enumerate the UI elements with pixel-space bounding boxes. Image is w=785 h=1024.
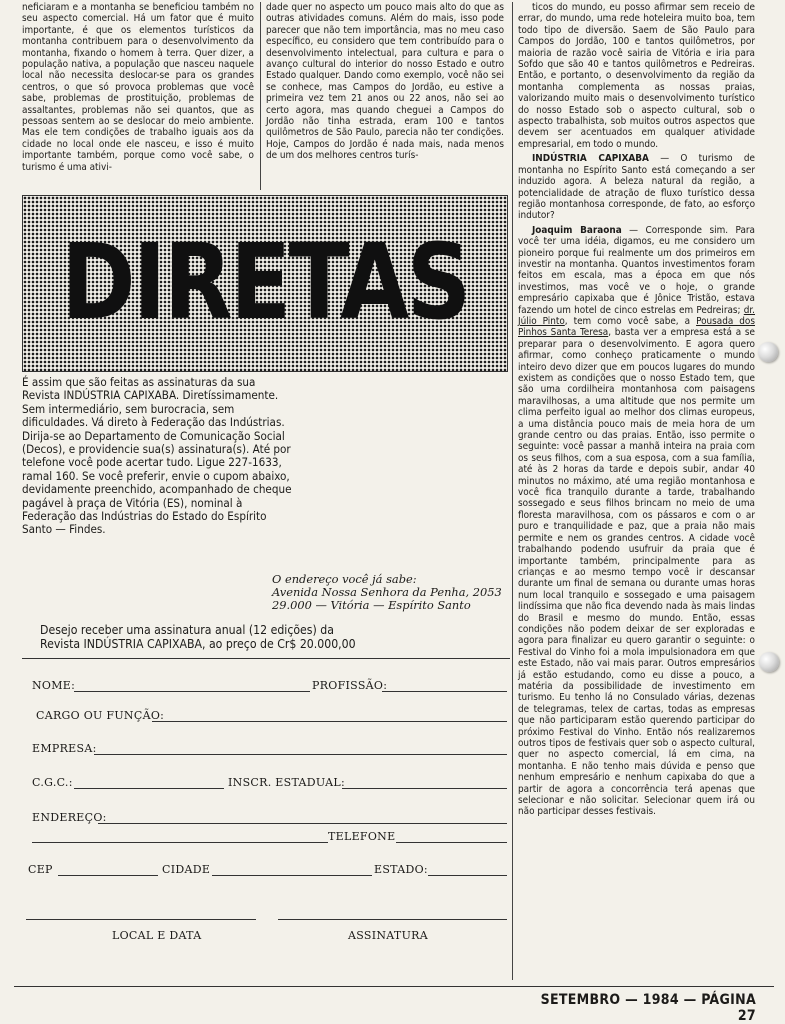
article-column-1 <box>22 2 254 173</box>
state-label: ESTADO: <box>374 863 428 876</box>
address-block <box>272 573 512 612</box>
promo-paragraph-1: É assim que são feitas as assinaturas da sua Revista INDÚSTRIA CAPIXABA. Diretíssimamente. Sem intermediário, sem burocracia, sem dificuldades. Vá direto à Federação das Indústrias. <box>22 375 285 430</box>
subscription-coupon <box>22 658 510 951</box>
answer-part-1: — Corresponde sim. Para você ter uma idéia, digamos, eu me considero um pioneiro porque fui realmente um dos primeiros em investir na montanha. Quantos investimentos foram feitos em escala, mas a época em que nós investimos, mas você ve o hoje, o grande empresário capixaba que é Jônice Tristão, estava fazendo um hotel de cinco estrelas em Pedreiras; <box>518 224 755 316</box>
answer-part-3: , basta ver a empresa está a se preparar para o desenvolvimento. E agora quero afirmar, como conheço praticamente o mundo inteiro devo dizer que em poucos lugares do mundo existem as condições que o nosso Estado tem, que são uma cordilheira montanhosa com paisagens maravilhosas, a uma altitude que nos permite um clima perfeito igual ao melhor dos climas europeus, a uma distância pouco mais de meia hora de um grande centro ou das praias. Então, isso permite o seguinte: você passar a manhã inteira na praia com os seus filhos, com a sua esposa, com a sua família, até às 2 horas da tarde e depois subir, andar 40 minutos no máximo, até uma região montanhosa e você fica tranquilo durante a tarde, trabalhando sossegado e seus filhos brincam no meio de uma floresta maravilhosa, com os pássaros e com o ar puro e tranquilidade e paz, que a praia não mais permite e nem os grandes centros. A cidade você trabalhando podendo usufruir da praia que é importante também, principalmente para as crianças e ao mesmo tempo você ir descansar durante um final de semana ou durante umas horas num local tranquilo e sossegado e uma paisagem lindíssima que não fica devendo nada às mais lindas do Brasil e mesmo do mundo. Então, essas condições não podem deixar de ser exploradas e agora para finalizar eu quero garantir o seguinte: o Festival do Vinho foi a mola impulsionadora em que este Estado, não vai mais parar. Outros empresários já estão estudando, como eu disse a pouco, a matéria da possibilidade de investimento em turismo. Eu tenho lá no Consulado várias, dezenas de telegramas, telex de cartas, todas as empresas que não participaram estão querendo participar do próximo Festival do Vinho. Então nós realizaremos outros tipos de festivais quer sob o aspecto cultural, quer no aspecto comercial, lá em cima, na montanha. E não tenho mais dúvida e penso que nenhum empresário e nenhum capixaba do que a partir de agora a concorrência terá apenas que selecionar e não solicitar. Selecionar quem irá ou não participar desses festivais. <box>518 327 756 818</box>
address-line-1: O endereço você já sabe: <box>272 572 417 586</box>
company-field[interactable] <box>94 754 507 755</box>
state-registration-label: INSCR. ESTADUAL: <box>228 776 345 789</box>
location-date-label: LOCAL E DATA <box>112 929 202 942</box>
subscription-promo <box>22 376 292 537</box>
footer-rule <box>14 986 774 987</box>
diretas-banner <box>22 195 508 372</box>
cep-field[interactable] <box>58 875 158 876</box>
offer-line-1: Desejo receber uma assinatura anual (12 edições) da <box>40 623 334 637</box>
company-label: EMPRESA: <box>32 742 97 755</box>
page-footer: SETEMBRO — 1984 — PÁGINA 27 <box>540 992 756 1024</box>
profession-label: PROFISSÃO: <box>312 679 388 692</box>
address-label: ENDEREÇO: <box>32 811 107 824</box>
interview-question <box>518 153 755 221</box>
column-divider-1 <box>260 2 261 190</box>
column-divider-2 <box>512 2 513 980</box>
name-label: NOME: <box>32 679 76 692</box>
phone-field-right[interactable] <box>396 842 507 843</box>
cgc-label: C.G.C.: <box>32 776 73 789</box>
city-field[interactable] <box>212 875 372 876</box>
answer-name: dr. Júlio Pinto <box>518 304 755 327</box>
answer-place: Pousada dos Pinhos Santa Teresa <box>518 315 755 339</box>
city-label: CIDADE <box>162 863 211 876</box>
signature-label: ASSINATURA <box>348 929 428 942</box>
answer-label: Joaquim Baraona <box>532 224 622 236</box>
push-pin-top <box>758 342 778 362</box>
location-date-field[interactable] <box>26 919 256 920</box>
state-registration-field[interactable] <box>342 788 507 789</box>
article-column-3 <box>518 2 755 818</box>
offer-line-2: Revista INDÚSTRIA CAPIXABA, ao preço de Cr$ 20.000,00 <box>40 637 356 651</box>
address-line-2: Avenida Nossa Senhora da Penha, 2053 <box>272 585 502 599</box>
answer-part-2: , tem como você sabe, a <box>564 315 697 327</box>
banner-title: DIRETAS <box>61 221 469 343</box>
cgc-field[interactable] <box>74 788 224 789</box>
position-label: CARGO OU FUNÇÃO: <box>36 709 165 722</box>
column1-paragraph: neficiaram e a montanha se beneficiou também no seu aspecto comercial. Há um fator que é muito importante, é que os elementos turísticos da montanha contribuem para o desenvolvimento da montanha, fixando o homem à terra. Quer dizer, a população nativa, a população que nasceu naquele local não necessita deslocar-se para os grandes centros, o que só provoca problemas que você sabe, problemas de prostituição, problemas de assaltantes, problemas não sei quantos, que as pessoas sentem ao se deslocar do meio ambiente. Mas ele tem condições de trabalho iguais aos da cidade no local onde ele nasceu, e isso é muito importante também, porque como você sabe, o turismo é uma ativi- <box>22 2 254 173</box>
position-field[interactable] <box>152 721 507 722</box>
column3-paragraph-1: ticos do mundo, eu posso afirmar sem receio de errar, do mundo, uma rede hoteleira muito boa, tem todo tipo de diversão. Saem de São Paulo para Campos do Jordão, 100 e tantos quilômetros, por maioria de razão você sairia de Vitória e iria para Sofdo que são 40 e tantos quilômetros e Pedreiras. Então, e portanto, o desenvolvimento da região da montanha complementa as nossas praias, valorizando muito mais o desenvolvimento turístico do nosso Estado sob o aspecto cultural, sob o aspecto trabalhista, sob muitos outros aspectos que devem ser acentuados em qualquer atividade empresarial, em todo o mundo. <box>518 2 755 150</box>
state-field[interactable] <box>428 875 507 876</box>
interview-answer <box>518 225 755 818</box>
question-text: — O turismo de montanha no Espírito Santo está começando a ser induzido agora. A beleza natural da região, a potencialidade de atração de fluxo turístico dessa região montanhosa corresponde, de fato, ao esforço indutor? <box>518 153 755 222</box>
address-line-3: 29.000 — Vitória — Espírito Santo <box>272 598 471 612</box>
article-column-2 <box>266 2 504 162</box>
profession-field[interactable] <box>382 691 507 692</box>
name-field[interactable] <box>74 691 310 692</box>
cep-label: CEP <box>28 863 53 876</box>
column2-paragraph: dade quer no aspecto um pouco mais alto do que as outras atividades comuns. Além do mais, isso pode parecer que não tem importância, mas no meu caso específico, eu considero que tem contribuído para o desenvolvimento intelectual, para cultura e para o avanço cultural do interior do nosso Estado e outro Estado qualquer. Dando como exemplo, você não sei se conhece, mas Campos do Jordão, eu estive a primeira vez tem 21 anos ou 22 anos, não sei ao certo agora, mas quando cheguei a Campos do Jordão não tinha estrada, eram 100 e tantos quilômetros de São Paulo, parecia não ter condições. Hoje, Campos do Jordão é nada mais, nada menos de um dos melhores centros turís- <box>266 2 504 162</box>
signature-field[interactable] <box>278 919 507 920</box>
address-field[interactable] <box>98 823 507 824</box>
question-label: INDÚSTRIA CAPIXABA <box>532 153 649 165</box>
phone-field-left[interactable] <box>32 842 328 843</box>
phone-label: TELEFONE <box>328 830 396 843</box>
promo-paragraph-2: Dirija-se ao Departamento de Comunicação Social (Decos), e providencie sua(s) assinatura(s). Até por telefone você pode acertar tudo. Ligue 227-1633, ramal 160. Se você preferir, envie o cupom abaixo, devidamente preenchido, acompanhado de cheque pagável à praça de Vitória (ES), nominal à Federação das Indústrias do Estado do Espírito Santo — Findes. <box>22 428 292 537</box>
subscription-offer <box>40 623 510 651</box>
push-pin-bottom <box>759 652 779 672</box>
